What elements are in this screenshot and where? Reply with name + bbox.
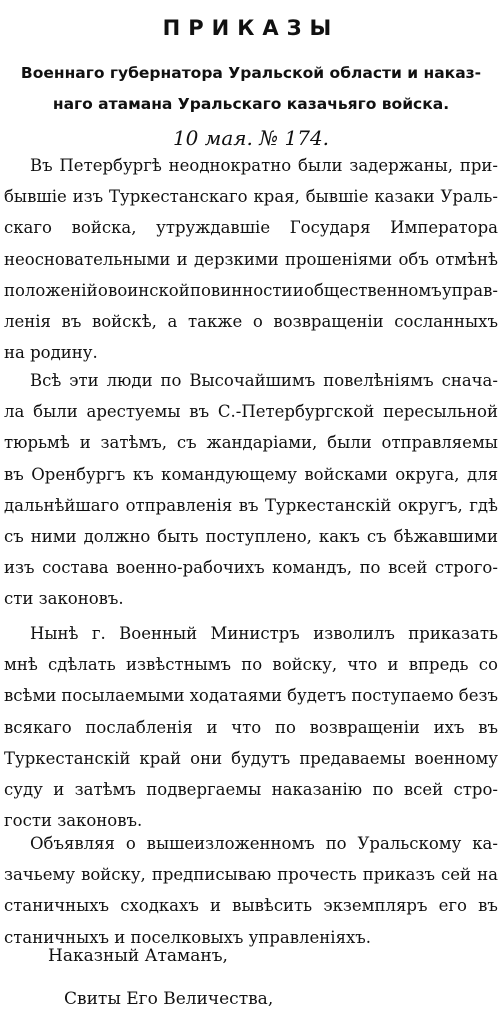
paragraph-line xyxy=(0,748,502,768)
word: Министръ xyxy=(210,624,300,643)
word: и xyxy=(53,780,65,799)
word: стро- xyxy=(453,780,498,799)
word: наказанію xyxy=(271,780,363,799)
word: въ xyxy=(189,402,210,422)
paragraph-line xyxy=(0,435,502,452)
document-title: ПРИКАЗЫ xyxy=(162,16,340,40)
word: они xyxy=(190,748,223,768)
word: ла xyxy=(4,402,25,422)
word: къ xyxy=(132,464,154,484)
word: войску, xyxy=(272,655,338,675)
paragraph-line xyxy=(0,495,502,515)
word: должно xyxy=(83,527,151,546)
word: по xyxy=(241,655,263,675)
word: ленія xyxy=(4,312,51,331)
order-dateline: 10 мая. № 174. xyxy=(172,126,330,150)
paragraph-line xyxy=(0,717,502,737)
word: будетъ xyxy=(287,686,347,706)
word: командующему xyxy=(161,464,297,484)
paragraph-line xyxy=(0,688,502,705)
word: изъ xyxy=(72,187,104,207)
word: Туркестанскій xyxy=(4,748,131,768)
paragraph-line xyxy=(0,529,502,546)
word: были xyxy=(33,402,78,422)
word: жандаріами, xyxy=(206,433,318,453)
word: отмѣнѣ xyxy=(435,249,498,269)
word: состава xyxy=(42,558,109,578)
signature-line: Наказный Атаманъ, xyxy=(48,946,228,966)
word: сходкахъ xyxy=(120,896,199,916)
word: съ xyxy=(176,433,197,453)
word: впредь xyxy=(408,655,469,675)
paragraph-line xyxy=(0,249,502,269)
word: люди xyxy=(106,371,153,390)
word: и xyxy=(387,655,399,675)
word: Петербургѣ xyxy=(59,156,162,175)
word: пересыльной xyxy=(383,402,498,422)
word: прошеніями xyxy=(285,249,393,269)
word: посылаемыми xyxy=(61,686,185,706)
word: и xyxy=(209,896,221,916)
word: въ xyxy=(61,312,82,331)
word: безъ xyxy=(458,686,498,706)
word: его xyxy=(438,896,467,916)
paragraph-line xyxy=(0,898,502,915)
word: предаваемы xyxy=(299,748,406,768)
word: С.-Петербургской xyxy=(217,402,375,422)
word: по xyxy=(325,834,347,853)
subtitle-line: Военнаго губернатора Уральской области и наказ- xyxy=(20,64,482,82)
word: возвращеніи xyxy=(273,312,384,331)
word: какъ xyxy=(318,527,360,546)
paragraph-line: сти законовъ. xyxy=(4,589,124,609)
word: Всѣ xyxy=(30,371,62,390)
word: бѣжавшими xyxy=(393,527,498,546)
word: съ xyxy=(4,527,24,546)
word: всѣми xyxy=(4,686,57,706)
word: войску, xyxy=(81,865,146,885)
paragraph-line xyxy=(0,782,502,799)
word: округъ, xyxy=(397,495,463,515)
word: что xyxy=(347,655,378,675)
word: вывѣсить xyxy=(232,896,313,916)
word: военному xyxy=(414,748,498,768)
word: Ураль- xyxy=(440,187,498,207)
word: Въ xyxy=(30,156,53,175)
word: извѣстнымъ xyxy=(125,655,232,675)
word: утруждавшіе xyxy=(156,218,271,238)
paragraph-line xyxy=(0,560,502,577)
word: управ- xyxy=(441,280,498,300)
word: подвергаемы xyxy=(146,780,262,799)
paragraph-line: гости законовъ. xyxy=(4,811,143,831)
word: повинности xyxy=(190,280,293,300)
word: казаки xyxy=(374,187,435,207)
word: общественномъ xyxy=(304,280,442,300)
word: были xyxy=(327,433,372,453)
paragraph-line xyxy=(0,657,502,674)
word: сдѣлать xyxy=(48,655,116,675)
word: по xyxy=(274,717,296,737)
word: военно-рабочихъ xyxy=(116,558,265,578)
paragraph-line: на родину. xyxy=(4,343,98,363)
word: на xyxy=(477,865,498,885)
word: дальнѣйшаго xyxy=(4,495,120,515)
word: Высочайшимъ xyxy=(189,371,316,390)
word: г. xyxy=(91,624,106,643)
paragraph-line xyxy=(0,280,502,300)
word: тюрьмѣ xyxy=(4,433,70,453)
word: вышеизложенномъ xyxy=(146,834,315,853)
word: поступлено, xyxy=(205,527,312,546)
paragraph-line xyxy=(0,867,502,884)
word: воинской xyxy=(108,280,190,300)
word: для xyxy=(466,464,498,484)
word: край xyxy=(139,748,182,768)
word: также xyxy=(187,312,243,331)
word: дерзкими xyxy=(194,249,279,269)
word: будутъ xyxy=(231,748,291,768)
word: и xyxy=(206,717,218,737)
word: Военный xyxy=(119,624,198,643)
paragraph-line xyxy=(0,626,502,643)
word: быть xyxy=(157,527,199,546)
word: края, xyxy=(253,187,300,207)
word: и xyxy=(176,249,188,269)
word: приказать xyxy=(408,624,498,643)
word: Туркестанскаго xyxy=(109,187,248,207)
word: всей xyxy=(403,780,444,799)
word: строго- xyxy=(434,558,498,578)
word: задержаны, xyxy=(349,156,454,175)
word: ихъ xyxy=(433,717,465,737)
word: въ xyxy=(238,495,259,515)
word: положеній xyxy=(4,280,98,300)
word: всякаго xyxy=(4,717,72,737)
paragraph-line xyxy=(0,220,502,237)
word: объ xyxy=(398,249,429,269)
word: повелѣніямъ xyxy=(323,371,434,390)
word: что xyxy=(231,717,262,737)
word: Туркестанскій xyxy=(265,495,392,515)
word: въ xyxy=(4,464,24,484)
word: со xyxy=(478,655,498,675)
word: послабленія xyxy=(85,717,193,737)
word: бывшіе xyxy=(4,187,67,207)
word: изволилъ xyxy=(313,624,395,643)
word: въ xyxy=(478,717,498,737)
word: экземпляръ xyxy=(323,896,428,916)
word: отправляемы xyxy=(381,433,498,453)
paragraph-line xyxy=(0,314,502,331)
word: неосновательными xyxy=(4,249,171,269)
paragraph-line: станичныхъ и поселковыхъ управленіяхъ. xyxy=(4,927,372,947)
paragraph-line xyxy=(0,836,502,853)
word: а xyxy=(167,312,178,331)
word: по xyxy=(160,371,182,390)
word: по xyxy=(359,558,381,578)
word: войсками xyxy=(304,464,388,484)
word: войска, xyxy=(71,218,137,238)
word: ними xyxy=(30,527,77,546)
word: скаго xyxy=(4,218,52,238)
paragraph-line xyxy=(0,189,502,206)
word: арестуемы xyxy=(86,402,181,422)
paragraph-line xyxy=(0,464,502,484)
word: зачьему xyxy=(4,865,76,885)
word: Государя xyxy=(289,218,371,238)
word: въ xyxy=(478,896,498,916)
word: всей xyxy=(388,558,428,578)
word: сей xyxy=(441,865,472,885)
word: неоднократно xyxy=(168,156,292,175)
word: эти xyxy=(69,371,99,390)
word: изъ xyxy=(4,558,35,578)
word: отправленія xyxy=(125,495,233,515)
word: Уральскому xyxy=(357,834,462,853)
word: по xyxy=(372,780,394,799)
word: и xyxy=(79,433,91,453)
word: и xyxy=(292,280,304,300)
word: о xyxy=(125,834,136,853)
word: прочесть xyxy=(277,865,357,885)
paragraph-line xyxy=(0,158,502,175)
subtitle-line: наго атамана Уральскаго казачьяго войска. xyxy=(52,95,450,113)
word: были xyxy=(298,156,343,175)
word: мнѣ xyxy=(4,655,38,675)
word: затѣмъ, xyxy=(100,433,168,453)
word: съ xyxy=(366,527,387,546)
word: суду xyxy=(4,780,43,799)
word: затѣмъ xyxy=(74,780,136,799)
word: командъ, xyxy=(272,558,352,578)
word: возвращеніи xyxy=(309,717,420,737)
word: Объявляя xyxy=(30,834,115,853)
word: ходатаями xyxy=(189,686,283,706)
signature-line: Свиты Его Величества, xyxy=(64,989,274,1009)
word: станичныхъ xyxy=(4,896,110,916)
paragraph-line xyxy=(0,404,502,421)
word: бывшіе xyxy=(305,187,369,207)
word: приказъ xyxy=(362,865,435,885)
word: гдѣ xyxy=(469,495,498,515)
word: о xyxy=(97,280,108,300)
word: войскѣ, xyxy=(91,312,157,331)
paragraph-line xyxy=(0,373,502,390)
word: округа, xyxy=(395,464,460,484)
word: Оренбургъ xyxy=(31,464,126,484)
word: при- xyxy=(459,156,498,175)
word: Нынѣ xyxy=(30,624,79,643)
word: о xyxy=(252,312,263,331)
word: Императора xyxy=(390,218,498,238)
word: предписываю xyxy=(151,865,272,885)
word: ка- xyxy=(472,834,498,853)
word: сосланныхъ xyxy=(394,312,498,331)
word: снача- xyxy=(441,371,498,390)
word: поступаемо xyxy=(351,686,454,706)
